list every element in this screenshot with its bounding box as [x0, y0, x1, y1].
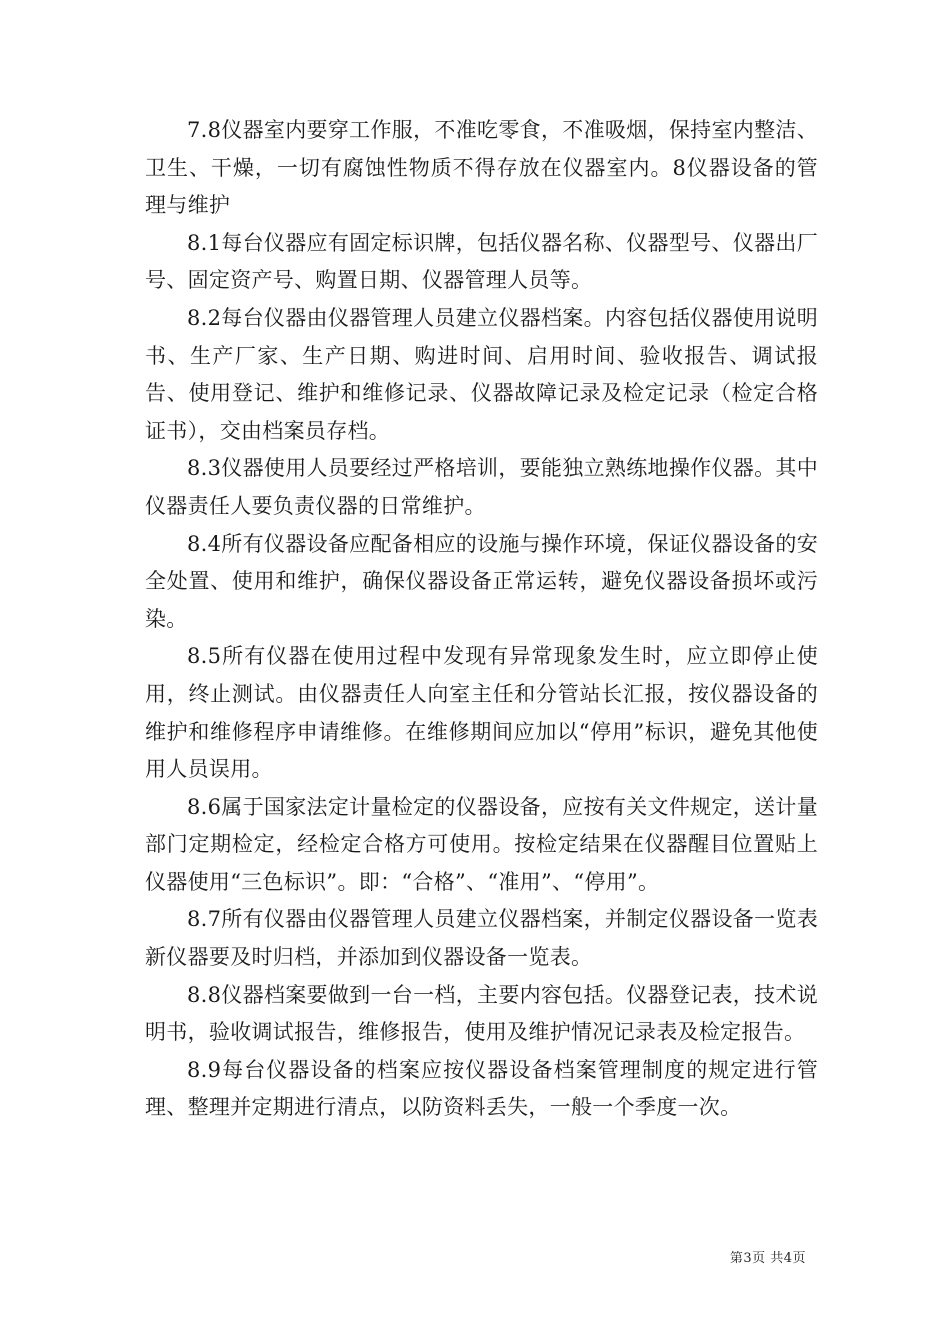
paragraph-8-7: 8.7所有仪器由仪器管理人员建立仪器档案，并制定仪器设备一览表新仪器要及时归档，并添加到仪器设备一览表。	[145, 907, 818, 970]
paragraph-8-3: 8.3仪器使用人员要经过严格培训，要能独立熟练地操作仪器。其中仪器责任人要负责仪器的日常维护。	[145, 456, 818, 518]
paragraph-8-2: 8.2每台仪器由仪器管理人员建立仪器档案。内容包括仪器使用说明书、生产厂家、生产日期、购进时间、启用时间、验收报告、调试报告、使用登记、维护和维修记录、仪器故障记录及检定记录（检定合格证书），交由档案员存档。	[145, 305, 818, 443]
paragraph-8-4: 8.4所有仪器设备应配备相应的设施与操作环境，保证仪器设备的安全处置、使用和维护，确保仪器设备正常运转，避免仪器设备损坏或污染。	[145, 531, 818, 631]
page-number-footer: 第3页 共4页	[729, 1251, 806, 1266]
paragraph-8-8: 8.8仪器档案要做到一台一档，主要内容包括。仪器登记表，技术说明书，验收调试报告，维修报告，使用及维护情况记录表及检定报告。	[145, 982, 818, 1045]
paragraph-8-9: 8.9每台仪器设备的档案应按仪器设备档案管理制度的规定进行管理、整理并定期进行清点，以防资料丢失，一般一个季度一次。	[145, 1057, 818, 1120]
paragraph-7-8: 7.8仪器室内要穿工作服，不准吃零食，不准吸烟，保持室内整洁、卫生、干燥，一切有腐蚀性物质不得存放在仪器室内。8仪器设备的管理与维护	[145, 118, 818, 218]
document-body	[145, 112, 818, 1127]
paragraph-8-6: 8.6属于国家法定计量检定的仪器设备，应按有关文件规定，送计量部门定期检定，经检定合格方可使用。按检定结果在仪器醒目位置贴上仪器使用“三色标识”。即：“合格”、“准用”、“停用”。	[145, 794, 818, 894]
paragraph-8-5: 8.5所有仪器在使用过程中发现有异常现象发生时，应立即停止使用，终止测试。由仪器责任人向室主任和分管站长汇报，按仪器设备的维护和维修程序申请维修。在维修期间应加以“停用”标识，避免其他使用人员误用。	[145, 644, 818, 782]
paragraph-8-1: 8.1每台仪器应有固定标识牌，包括仪器名称、仪器型号、仪器出厂号、固定资产号、购置日期、仪器管理人员等。	[145, 230, 818, 293]
